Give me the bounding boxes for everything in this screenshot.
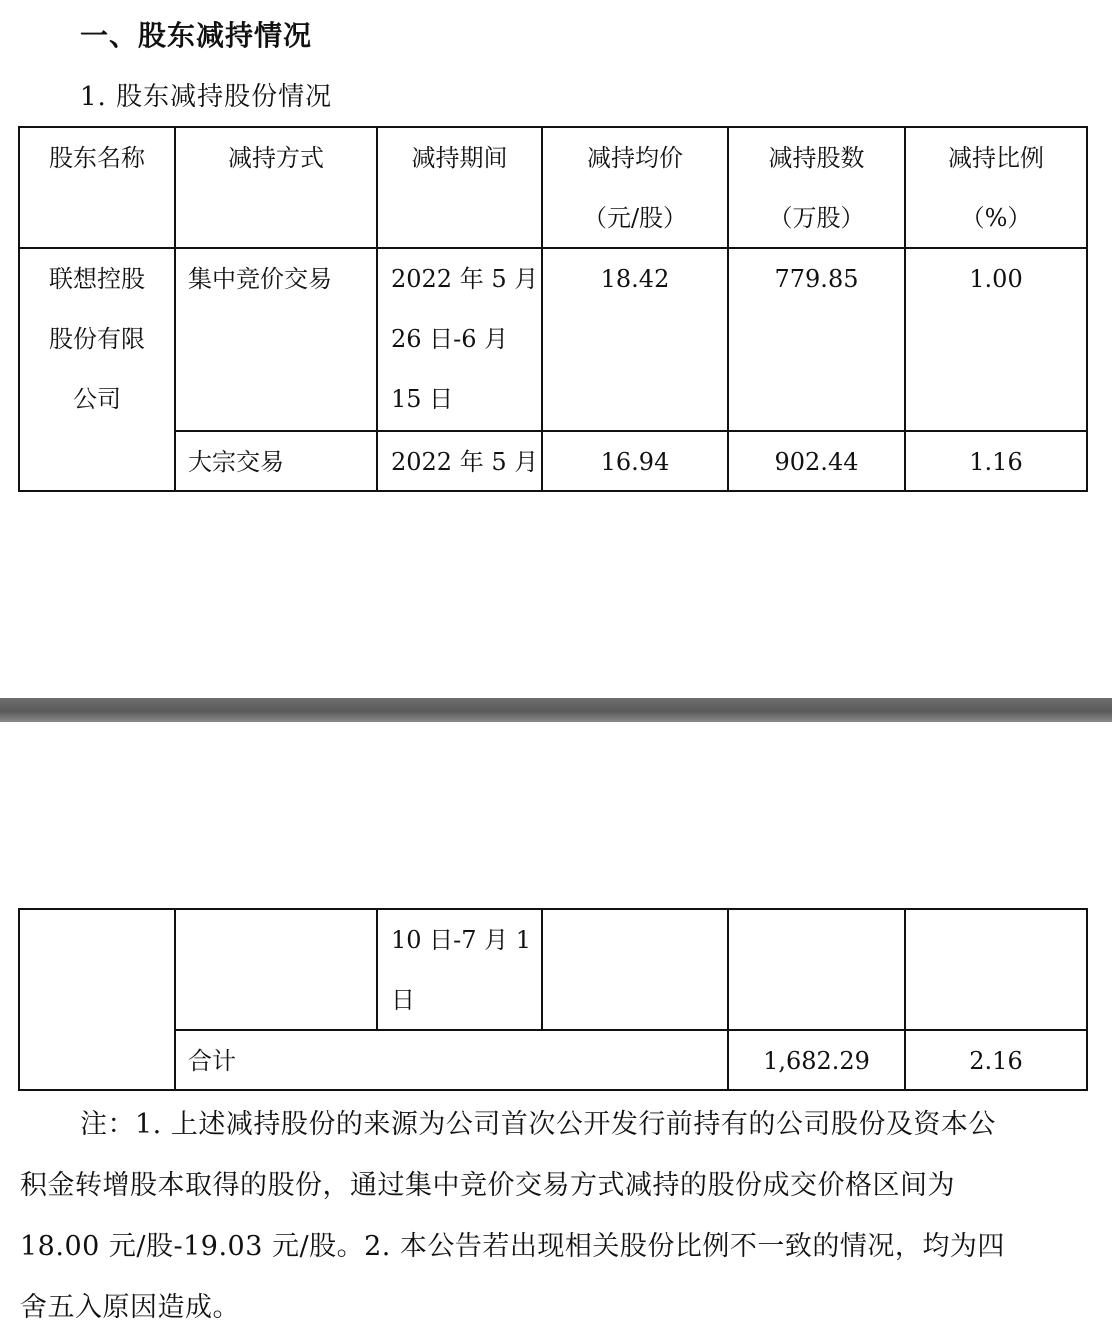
- header-reduction-ratio: 减持比例: [948, 144, 1044, 172]
- subsection-heading: 1. 股东减持股份情况: [80, 82, 333, 112]
- row2-period-line: 10 日-7 月 1: [391, 926, 532, 954]
- row1-average-price: 18.42: [600, 265, 670, 293]
- header-reduction-ratio-unit: （%）: [960, 204, 1032, 232]
- footnote-line: 舍五入原因造成。: [20, 1292, 240, 1323]
- header-shareholder-name: 股东名称: [49, 144, 145, 172]
- column-divider: [174, 908, 176, 1091]
- document-page-2: [0, 722, 1112, 1324]
- table-continuation-top-border: [18, 908, 1088, 910]
- shareholder-name-line: 股份有限: [49, 325, 145, 353]
- row2-period-line: 日: [391, 986, 415, 1014]
- section-heading: 一、股东减持情况: [80, 19, 313, 52]
- table-border-left: [18, 908, 20, 1091]
- table-footnote: [20, 1094, 1090, 1338]
- total-reduction-ratio: 2.16: [969, 1047, 1023, 1075]
- header-shares-reduced-unit: （万股）: [768, 204, 865, 232]
- row1-shares-reduced: 779.85: [774, 265, 859, 293]
- total-label: 合计: [188, 1047, 236, 1075]
- page-break-divider: [0, 698, 1112, 722]
- row2-reduction-ratio: 1.16: [969, 448, 1023, 476]
- header-reduction-method: 减持方式: [228, 144, 324, 172]
- footnote-line: 注：1. 上述减持股份的来源为公司首次公开发行前持有的公司股份及资本公: [80, 1109, 996, 1140]
- header-average-price: 减持均价: [587, 144, 683, 172]
- shareholder-name-line: 联想控股: [49, 265, 145, 293]
- row2-shares-reduced: 902.44: [774, 448, 859, 476]
- header-average-price-unit: （元/股）: [582, 204, 688, 232]
- table-border-right: [1086, 126, 1088, 492]
- column-divider: [376, 908, 378, 1031]
- row1-period-line: 2022 年 5 月: [391, 265, 539, 293]
- table-border-right: [1086, 908, 1088, 1091]
- row2-average-price: 16.94: [600, 448, 670, 476]
- row1-period-line: 15 日: [391, 385, 454, 413]
- row1-period-line: 26 日-6 月: [391, 325, 509, 353]
- total-shares-reduced: 1,682.29: [763, 1047, 870, 1075]
- row1-reduction-ratio: 1.00: [969, 265, 1023, 293]
- footnote-line: 18.00 元/股-19.03 元/股。2. 本公告若出现相关股份比例不一致的情况，均为四: [20, 1231, 1005, 1262]
- header-shares-reduced: 减持股数: [768, 144, 865, 172]
- column-divider: [541, 908, 543, 1031]
- row1-method: 集中竞价交易: [188, 265, 332, 293]
- shareholder-name-line: 公司: [73, 385, 121, 413]
- row2-method: 大宗交易: [188, 448, 284, 476]
- header-reduction-period: 减持期间: [411, 144, 508, 172]
- footnote-line: 积金转增股本取得的股份，通过集中竞价交易方式减持的股份成交价格区间为: [20, 1170, 955, 1201]
- row2-period-line: 2022 年 5 月: [391, 448, 539, 476]
